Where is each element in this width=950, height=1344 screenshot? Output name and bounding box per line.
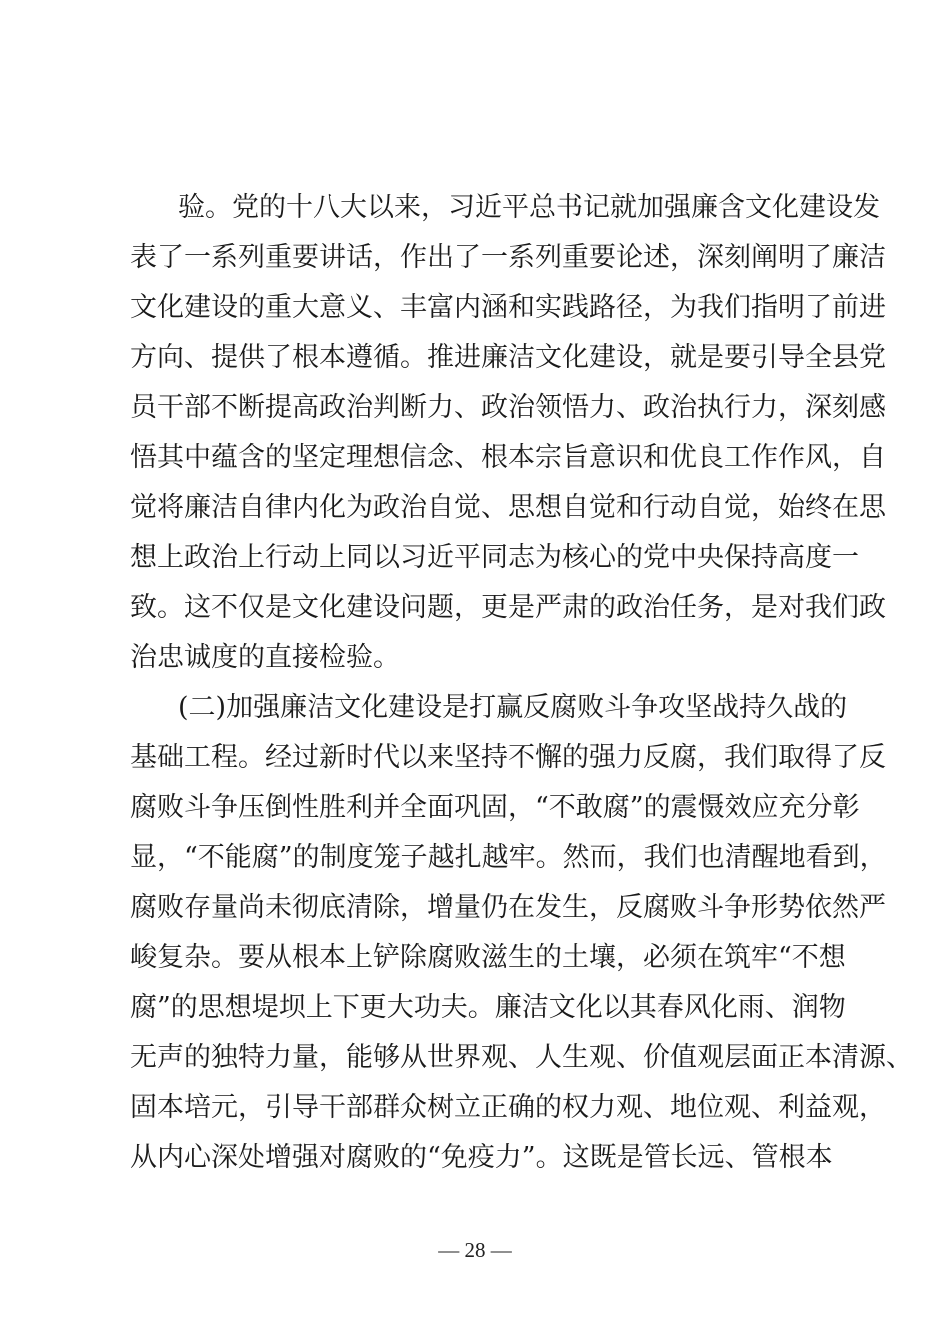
paragraph-line: 腐”的思想堤坝上下更大功夫。廉洁文化以其春风化雨、润物 <box>130 992 846 1023</box>
paragraph-line: 想上政治上行动上同以习近平同志为核心的党中央保持高度一 <box>130 542 859 573</box>
paragraph-line: 固本培元，引导干部群众树立正确的权力观、地位观、利益观， <box>130 1092 886 1123</box>
section-heading-line: (二)加强廉洁文化建设是打赢反腐败斗争攻坚战持久战的 <box>178 692 848 723</box>
paragraph-line: 验。党的十八大以来，习近平总书记就加强廉含文化建设发 <box>178 192 880 223</box>
paragraph-line: 峻复杂。要从根本上铲除腐败滋生的土壤，必须在筑牢“不想 <box>130 942 846 973</box>
page-number: — 28 — <box>438 1238 512 1262</box>
paragraph-line: 显，“不能腐”的制度笼子越扎越牢。然而，我们也清醒地看到， <box>130 842 887 873</box>
document-body <box>130 183 913 1183</box>
paragraph-line: 从内心深处增强对腐败的“免疫力”。这既是管长远、管根本 <box>130 1142 833 1173</box>
paragraph-line: 腐败存量尚未彻底清除，增量仍在发生，反腐败斗争形势依然严 <box>130 892 886 923</box>
paragraph-line: 治忠诚度的直接检验。 <box>130 642 400 673</box>
paragraph-line: 无声的独特力量，能够从世界观、人生观、价值观层面正本清源、 <box>130 1042 913 1073</box>
paragraph-line: 基础工程。经过新时代以来坚持不懈的强力反腐，我们取得了反 <box>130 742 886 773</box>
paragraph-line: 员干部不断提高政治判断力、政治领悟力、政治执行力，深刻感 <box>130 392 886 423</box>
paragraph-line: 觉将廉洁自律内化为政治自觉、思想自觉和行动自觉，始终在思 <box>130 492 886 523</box>
paragraph-line: 悟其中蕴含的坚定理想信念、根本宗旨意识和优良工作作风，自 <box>130 442 886 473</box>
paragraph-line: 方向、提供了根本遵循。推进廉洁文化建设，就是要引导全县党 <box>130 342 886 373</box>
paragraph-line: 腐败斗争压倒性胜利并全面巩固，“不敢腐”的震慑效应充分彰 <box>130 792 860 823</box>
paragraph-line: 表了一系列重要讲话，作出了一系列重要论述，深刻阐明了廉洁 <box>130 242 886 273</box>
paragraph-line: 致。这不仅是文化建设问题，更是严肃的政治任务，是对我们政 <box>130 592 886 623</box>
paragraph-line: 文化建设的重大意义、丰富内涵和实践路径，为我们指明了前进 <box>130 292 886 323</box>
